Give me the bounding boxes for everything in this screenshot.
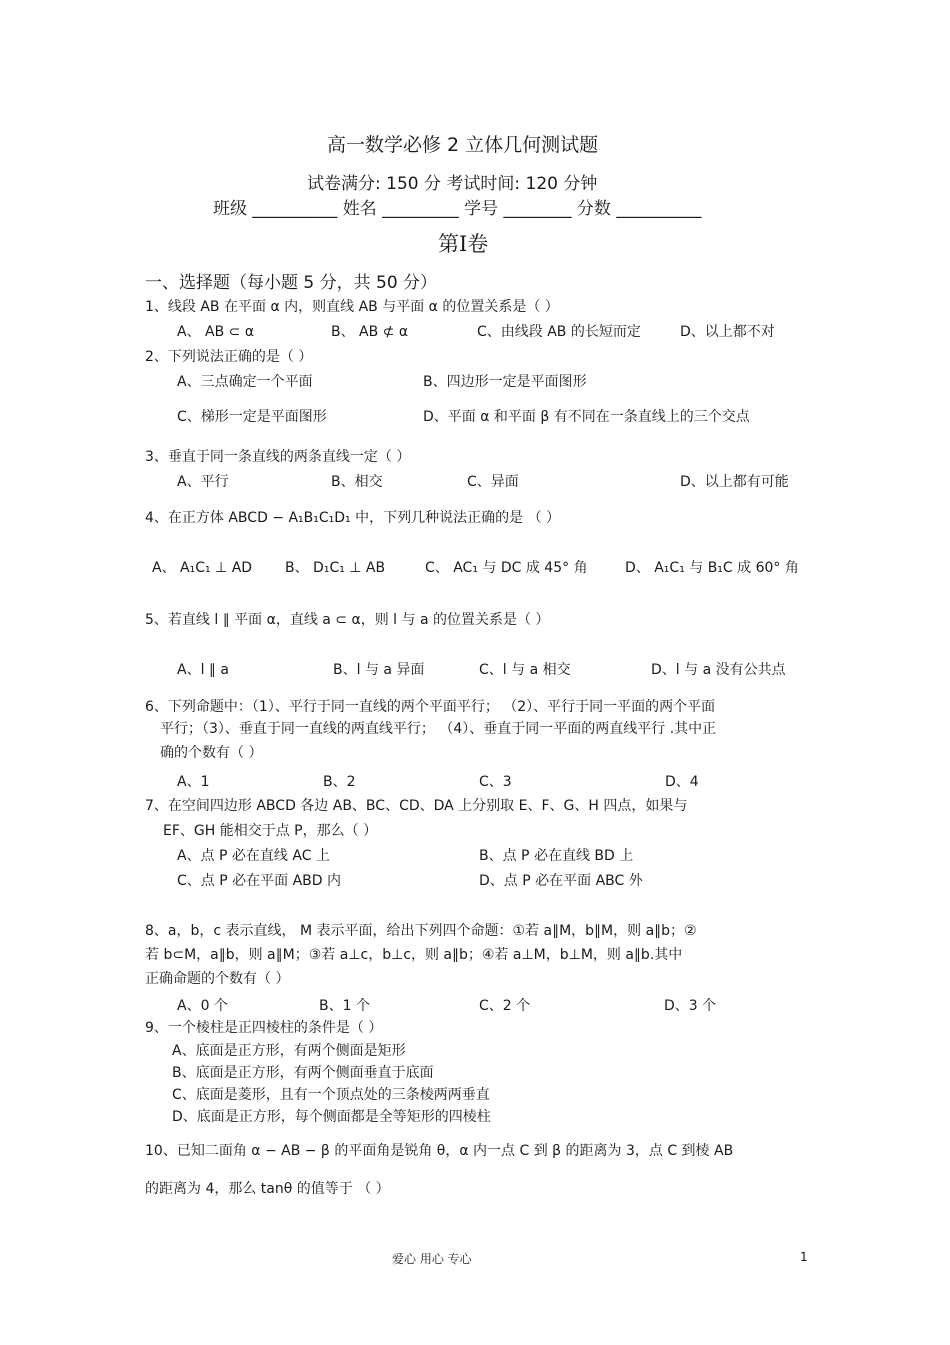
question-8-option-d: D、3 个 [664, 998, 717, 1014]
question-1-option-b: B、 AB ⊄ α [331, 324, 409, 340]
footer-motto: 爱心 用心 专心 [392, 1252, 472, 1266]
question-5-option-a: A、l ∥ a [177, 662, 229, 678]
question-8-stem-line-3: 正确命题的个数有（ ） [145, 971, 290, 987]
question-6-option-d: D、4 [665, 774, 699, 790]
question-9-option-b: B、底面是正方形，有两个侧面垂直于底面 [172, 1065, 434, 1081]
student-info-line: 班级 __________ 姓名 _________ 学号 ________ 分数 __________ [213, 199, 702, 219]
question-7-option-d: D、点 P 必在平面 ABC 外 [479, 873, 643, 889]
question-3-option-c: C、异面 [467, 474, 519, 490]
document-title: 高一数学必修 2 立体几何测试题 [327, 134, 599, 156]
question-6-stem-line-2: 平行；（3）、垂直于同一直线的两直线平行； （4）、垂直于同一平面的两直线平行 .其中正 [160, 721, 717, 737]
question-6-option-c: C、3 [479, 774, 512, 790]
question-5-option-c: C、l 与 a 相交 [479, 662, 571, 678]
question-8-stem-line-2: 若 b⊂M，a∥b，则 a∥M；③若 a⊥c，b⊥c，则 a∥b；④若 a⊥M，b⊥M，则 a∥b.其中 [145, 947, 683, 963]
question-1-stem: 1、线段 AB 在平面 α 内，则直线 AB 与平面 α 的位置关系是（ ） [145, 299, 559, 315]
question-8-option-b: B、1 个 [319, 998, 370, 1014]
question-8-option-c: C、2 个 [479, 998, 531, 1014]
question-3-option-a: A、平行 [177, 474, 229, 490]
question-6-stem-line-1: 6、下列命题中：（1）、平行于同一直线的两个平面平行； （2）、平行于同一平面的两个平面 [145, 699, 716, 715]
question-8-option-a: A、0 个 [177, 998, 228, 1014]
question-7-stem-line-2: EF、GH 能相交于点 P，那么（ ） [163, 823, 378, 839]
page-number: 1 [800, 1250, 808, 1264]
exam-info: 试卷满分: 150 分 考试时间: 120 分钟 [307, 174, 598, 194]
question-9-option-a: A、底面是正方形，有两个侧面是矩形 [172, 1043, 406, 1059]
question-6-option-a: A、1 [177, 774, 210, 790]
question-2-option-d: D、平面 α 和平面 β 有不同在一条直线上的三个交点 [423, 409, 750, 425]
question-9-stem: 9、一个棱柱是正四棱柱的条件是（ ） [145, 1020, 383, 1036]
part-title: 第Ⅰ卷 [438, 232, 489, 256]
question-8-stem-line-1: 8、a，b，c 表示直线， M 表示平面，给出下列四个命题：①若 a∥M，b∥M，则 a∥b；② [145, 923, 697, 939]
question-7-stem-line-1: 7、在空间四边形 ABCD 各边 AB、BC、CD、DA 上分别取 E、F、G、H 四点，如果与 [145, 798, 688, 814]
question-3-option-d: D、以上都有可能 [680, 474, 789, 490]
question-1-option-a: A、 AB ⊂ α [177, 324, 255, 340]
question-3-option-b: B、相交 [331, 474, 383, 490]
question-10-stem-line-1: 10、已知二面角 α − AB − β 的平面角是锐角 θ，α 内一点 C 到 β 的距离为 3，点 C 到棱 AB [145, 1143, 734, 1159]
question-4-option-d: D、 A₁C₁ 与 B₁C 成 60° 角 [625, 560, 799, 576]
question-2-stem: 2、下列说法正确的是（ ） [145, 349, 313, 365]
question-9-option-d: D、底面是正方形，每个侧面都是全等矩形的四棱柱 [172, 1109, 491, 1125]
question-6-option-b: B、2 [323, 774, 356, 790]
question-7-option-c: C、点 P 必在平面 ABD 内 [177, 873, 341, 889]
question-5-option-b: B、l 与 a 异面 [333, 662, 425, 678]
question-2-option-c: C、梯形一定是平面图形 [177, 409, 327, 425]
section-title: 一、选择题（每小题 5 分，共 50 分） [145, 273, 438, 293]
question-6-stem-line-3: 确的个数有（ ） [160, 745, 263, 761]
question-9-option-c: C、底面是菱形，且有一个顶点处的三条棱两两垂直 [172, 1087, 490, 1103]
question-4-option-b: B、 D₁C₁ ⊥ AB [285, 560, 386, 576]
question-1-option-c: C、由线段 AB 的长短而定 [477, 324, 641, 340]
question-1-option-d: D、以上都不对 [680, 324, 775, 340]
question-2-option-a: A、三点确定一个平面 [177, 374, 313, 390]
question-2-option-b: B、四边形一定是平面图形 [423, 374, 587, 390]
question-5-option-d: D、l 与 a 没有公共点 [651, 662, 786, 678]
question-7-option-a: A、点 P 必在直线 AC 上 [177, 848, 330, 864]
question-4-option-c: C、 AC₁ 与 DC 成 45° 角 [425, 560, 588, 576]
question-5-stem: 5、若直线 l ∥ 平面 α，直线 a ⊂ α，则 l 与 a 的位置关系是（ ） [145, 612, 550, 628]
question-10-stem-line-2: 的距离为 4，那么 tanθ 的值等于 （ ） [145, 1181, 390, 1197]
question-7-option-b: B、点 P 必在直线 BD 上 [479, 848, 634, 864]
question-3-stem: 3、垂直于同一条直线的两条直线一定（ ） [145, 449, 411, 465]
question-4-stem: 4、在正方体 ABCD − A₁B₁C₁D₁ 中，下列几种说法正确的是 （ ） [145, 510, 561, 526]
question-4-option-a: A、 A₁C₁ ⊥ AD [152, 560, 253, 576]
